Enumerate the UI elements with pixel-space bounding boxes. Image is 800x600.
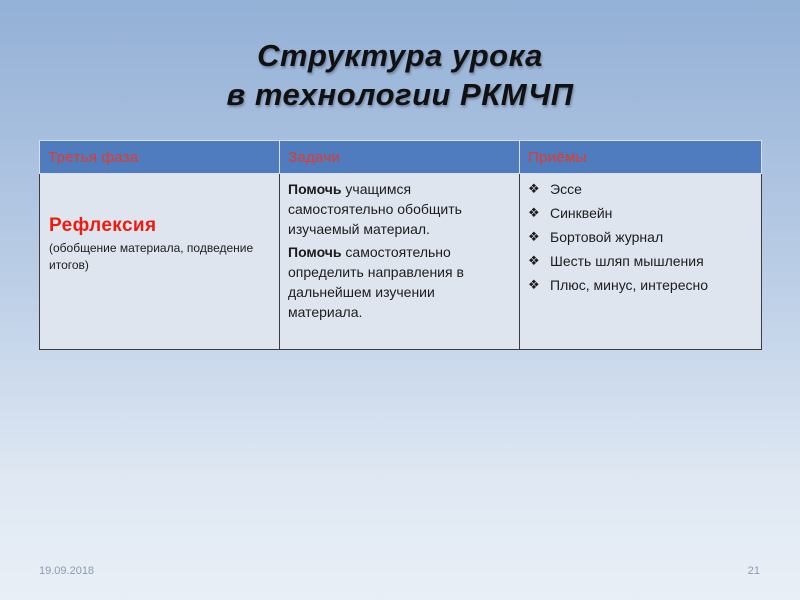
methods-cell xyxy=(520,174,762,350)
task-item xyxy=(288,242,511,322)
diamond-bullet-icon: ❖ xyxy=(528,205,540,220)
methods-list xyxy=(526,179,755,295)
list-item xyxy=(526,227,755,247)
list-item xyxy=(526,203,755,223)
footer-date: 19.09.2018 xyxy=(39,565,95,577)
slide-title-line-2: в технологии РКМЧП xyxy=(226,77,574,112)
method-label: Бортовой журнал xyxy=(550,229,664,245)
method-label: Плюс, минус, интересно xyxy=(550,277,708,293)
slide-number: 21 xyxy=(747,565,760,577)
list-item xyxy=(526,275,755,295)
list-item xyxy=(526,179,755,199)
method-label: Синквейн xyxy=(550,205,613,221)
list-item xyxy=(526,251,755,271)
phase-name: Рефлексия xyxy=(49,215,157,236)
diamond-bullet-icon: ❖ xyxy=(528,253,540,268)
method-label: Эссе xyxy=(550,181,582,197)
diamond-bullet-icon: ❖ xyxy=(528,229,540,244)
task-item xyxy=(288,179,511,239)
task-text: самостоятельно определить направления в дальнейшем изучении материала. xyxy=(288,244,464,320)
table-row xyxy=(40,174,762,350)
phase-cell xyxy=(40,174,280,350)
phase-note: (обобщение материала, подведение итогов) xyxy=(49,241,254,272)
diamond-bullet-icon: ❖ xyxy=(528,181,540,196)
header-phase: Третья фаза xyxy=(40,141,280,174)
task-lead: Помочь xyxy=(288,181,342,197)
lesson-structure-table xyxy=(39,140,762,350)
slide-title xyxy=(0,36,800,114)
task-lead: Помочь xyxy=(288,244,342,260)
header-methods: Приёмы xyxy=(520,141,762,174)
header-tasks: Задачи xyxy=(280,141,520,174)
slide-title-line-1: Структура урока xyxy=(257,38,543,73)
method-label: Шесть шляп мышления xyxy=(550,253,704,269)
diamond-bullet-icon: ❖ xyxy=(528,277,540,292)
task-text: учащимся самостоятельно обобщить изучаемый материал. xyxy=(288,181,462,237)
tasks-cell xyxy=(280,174,520,350)
table-header-row xyxy=(40,141,762,174)
